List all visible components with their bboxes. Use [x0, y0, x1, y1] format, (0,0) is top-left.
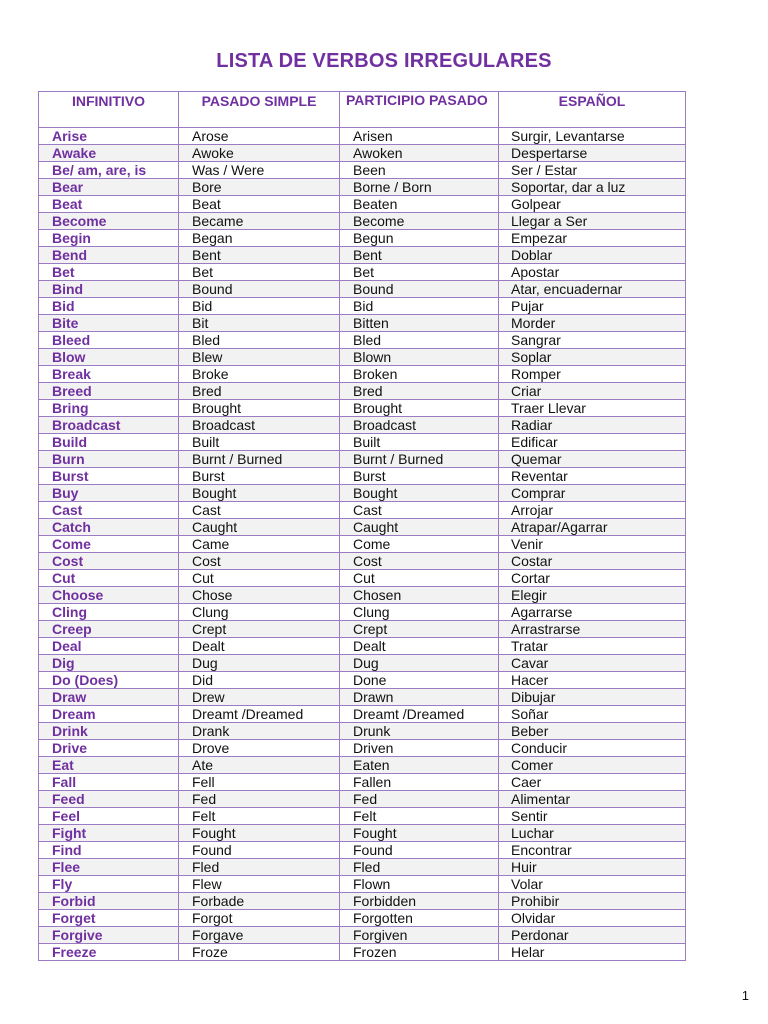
cell-espanol: Caer: [499, 774, 686, 791]
cell-participio-pasado: Broadcast: [340, 417, 499, 434]
cell-participio-pasado: Forgiven: [340, 927, 499, 944]
table-row: [39, 519, 686, 536]
cell-espanol: Cavar: [499, 655, 686, 672]
cell-espanol: Sangrar: [499, 332, 686, 349]
cell-participio-pasado: Cast: [340, 502, 499, 519]
table-row: [39, 553, 686, 570]
cell-espanol: Comprar: [499, 485, 686, 502]
cell-infinitivo: Be/ am, are, is: [39, 162, 179, 179]
table-row: [39, 179, 686, 196]
cell-infinitivo: Feed: [39, 791, 179, 808]
cell-participio-pasado: Bought: [340, 485, 499, 502]
cell-espanol: Comer: [499, 757, 686, 774]
cell-espanol: Costar: [499, 553, 686, 570]
cell-espanol: Romper: [499, 366, 686, 383]
cell-participio-pasado: Forbidden: [340, 893, 499, 910]
header-infinitivo: INFINITIVO: [39, 92, 179, 128]
cell-pasado-simple: Felt: [179, 808, 340, 825]
cell-participio-pasado: Dug: [340, 655, 499, 672]
cell-participio-pasado: Done: [340, 672, 499, 689]
cell-espanol: Agarrarse: [499, 604, 686, 621]
cell-pasado-simple: Became: [179, 213, 340, 230]
cell-participio-pasado: Bet: [340, 264, 499, 281]
cell-pasado-simple: Dealt: [179, 638, 340, 655]
cell-infinitivo: Eat: [39, 757, 179, 774]
cell-participio-pasado: Brought: [340, 400, 499, 417]
cell-espanol: Soportar, dar a luz: [499, 179, 686, 196]
table-row: [39, 604, 686, 621]
table-row: [39, 774, 686, 791]
cell-participio-pasado: Flown: [340, 876, 499, 893]
cell-pasado-simple: Burnt / Burned: [179, 451, 340, 468]
cell-espanol: Reventar: [499, 468, 686, 485]
cell-pasado-simple: Brought: [179, 400, 340, 417]
cell-infinitivo: Burst: [39, 468, 179, 485]
cell-infinitivo: Beat: [39, 196, 179, 213]
cell-participio-pasado: Clung: [340, 604, 499, 621]
cell-participio-pasado: Found: [340, 842, 499, 859]
table-row: [39, 366, 686, 383]
page-title: LISTA DE VERBOS IRREGULARES: [216, 50, 552, 72]
cell-participio-pasado: Fed: [340, 791, 499, 808]
cell-espanol: Beber: [499, 723, 686, 740]
cell-pasado-simple: Forgot: [179, 910, 340, 927]
table-row: [39, 808, 686, 825]
cell-pasado-simple: Beat: [179, 196, 340, 213]
cell-espanol: Cortar: [499, 570, 686, 587]
cell-participio-pasado: Caught: [340, 519, 499, 536]
cell-infinitivo: Come: [39, 536, 179, 553]
cell-espanol: Traer Llevar: [499, 400, 686, 417]
cell-pasado-simple: Fled: [179, 859, 340, 876]
table-row: [39, 298, 686, 315]
cell-espanol: Surgir, Levantarse: [499, 128, 686, 145]
cell-infinitivo: Forget: [39, 910, 179, 927]
cell-participio-pasado: Fallen: [340, 774, 499, 791]
cell-espanol: Helar: [499, 944, 686, 961]
cell-participio-pasado: Fled: [340, 859, 499, 876]
cell-pasado-simple: Bent: [179, 247, 340, 264]
cell-pasado-simple: Dug: [179, 655, 340, 672]
cell-participio-pasado: Frozen: [340, 944, 499, 961]
header-participio-pasado: PARTICIPIO PASADO: [340, 92, 499, 128]
cell-participio-pasado: Cost: [340, 553, 499, 570]
table-row: [39, 468, 686, 485]
cell-infinitivo: Broadcast: [39, 417, 179, 434]
cell-participio-pasado: Begun: [340, 230, 499, 247]
table-row: [39, 400, 686, 417]
table-row: [39, 383, 686, 400]
cell-espanol: Doblar: [499, 247, 686, 264]
table-row: [39, 944, 686, 961]
cell-participio-pasado: Chosen: [340, 587, 499, 604]
cell-pasado-simple: Drank: [179, 723, 340, 740]
cell-espanol: Venir: [499, 536, 686, 553]
cell-pasado-simple: Flew: [179, 876, 340, 893]
cell-espanol: Prohibir: [499, 893, 686, 910]
cell-espanol: Tratar: [499, 638, 686, 655]
cell-pasado-simple: Bit: [179, 315, 340, 332]
table-row: [39, 689, 686, 706]
cell-participio-pasado: Forgotten: [340, 910, 499, 927]
cell-pasado-simple: Began: [179, 230, 340, 247]
cell-infinitivo: Choose: [39, 587, 179, 604]
cell-espanol: Perdonar: [499, 927, 686, 944]
cell-espanol: Morder: [499, 315, 686, 332]
cell-espanol: Criar: [499, 383, 686, 400]
cell-pasado-simple: Bought: [179, 485, 340, 502]
cell-pasado-simple: Dreamt /Dreamed: [179, 706, 340, 723]
cell-participio-pasado: Driven: [340, 740, 499, 757]
cell-participio-pasado: Burnt / Burned: [340, 451, 499, 468]
cell-participio-pasado: Broken: [340, 366, 499, 383]
cell-espanol: Quemar: [499, 451, 686, 468]
cell-pasado-simple: Fed: [179, 791, 340, 808]
cell-infinitivo: Freeze: [39, 944, 179, 961]
cell-espanol: Sentir: [499, 808, 686, 825]
table-row: [39, 927, 686, 944]
cell-espanol: Soñar: [499, 706, 686, 723]
cell-espanol: Alimentar: [499, 791, 686, 808]
page-number: 1: [741, 988, 749, 1003]
cell-infinitivo: Cast: [39, 502, 179, 519]
cell-participio-pasado: Beaten: [340, 196, 499, 213]
cell-espanol: Apostar: [499, 264, 686, 281]
cell-espanol: Llegar a Ser: [499, 213, 686, 230]
table-row: [39, 706, 686, 723]
cell-infinitivo: Deal: [39, 638, 179, 655]
cell-infinitivo: Bleed: [39, 332, 179, 349]
cell-infinitivo: Bite: [39, 315, 179, 332]
cell-espanol: Empezar: [499, 230, 686, 247]
cell-espanol: Golpear: [499, 196, 686, 213]
cell-espanol: Volar: [499, 876, 686, 893]
cell-espanol: Atrapar/Agarrar: [499, 519, 686, 536]
cell-pasado-simple: Found: [179, 842, 340, 859]
cell-pasado-simple: Bled: [179, 332, 340, 349]
header-pasado-simple: PASADO SIMPLE: [179, 92, 340, 128]
table-row: [39, 213, 686, 230]
cell-participio-pasado: Felt: [340, 808, 499, 825]
table-row: [39, 417, 686, 434]
table-row: [39, 332, 686, 349]
cell-infinitivo: Bind: [39, 281, 179, 298]
cell-participio-pasado: Cut: [340, 570, 499, 587]
cell-pasado-simple: Cast: [179, 502, 340, 519]
cell-infinitivo: Begin: [39, 230, 179, 247]
cell-participio-pasado: Awoken: [340, 145, 499, 162]
cell-participio-pasado: Bitten: [340, 315, 499, 332]
cell-participio-pasado: Bred: [340, 383, 499, 400]
cell-infinitivo: Blow: [39, 349, 179, 366]
cell-infinitivo: Awake: [39, 145, 179, 162]
cell-participio-pasado: Been: [340, 162, 499, 179]
cell-pasado-simple: Forgave: [179, 927, 340, 944]
table-row: [39, 570, 686, 587]
cell-pasado-simple: Bid: [179, 298, 340, 315]
cell-infinitivo: Cost: [39, 553, 179, 570]
cell-pasado-simple: Did: [179, 672, 340, 689]
cell-participio-pasado: Burst: [340, 468, 499, 485]
table-row: [39, 502, 686, 519]
cell-pasado-simple: Blew: [179, 349, 340, 366]
table-row: [39, 876, 686, 893]
cell-infinitivo: Bet: [39, 264, 179, 281]
table-row: [39, 910, 686, 927]
cell-infinitivo: Bid: [39, 298, 179, 315]
cell-pasado-simple: Came: [179, 536, 340, 553]
cell-infinitivo: Drink: [39, 723, 179, 740]
cell-participio-pasado: Drunk: [340, 723, 499, 740]
cell-espanol: Ser / Estar: [499, 162, 686, 179]
cell-espanol: Pujar: [499, 298, 686, 315]
cell-pasado-simple: Awoke: [179, 145, 340, 162]
cell-participio-pasado: Built: [340, 434, 499, 451]
table-row: [39, 230, 686, 247]
table-row: [39, 791, 686, 808]
cell-pasado-simple: Bet: [179, 264, 340, 281]
cell-pasado-simple: Built: [179, 434, 340, 451]
cell-infinitivo: Feel: [39, 808, 179, 825]
cell-pasado-simple: Fought: [179, 825, 340, 842]
cell-espanol: Edificar: [499, 434, 686, 451]
cell-participio-pasado: Blown: [340, 349, 499, 366]
cell-pasado-simple: Broke: [179, 366, 340, 383]
cell-pasado-simple: Caught: [179, 519, 340, 536]
cell-infinitivo: Forgive: [39, 927, 179, 944]
cell-infinitivo: Fall: [39, 774, 179, 791]
cell-espanol: Olvidar: [499, 910, 686, 927]
cell-infinitivo: Fight: [39, 825, 179, 842]
table-row: [39, 196, 686, 213]
verbs-table: [38, 91, 686, 961]
cell-espanol: Encontrar: [499, 842, 686, 859]
table-row: [39, 485, 686, 502]
cell-espanol: Elegir: [499, 587, 686, 604]
table-row: [39, 315, 686, 332]
table-row: [39, 128, 686, 145]
cell-pasado-simple: Drove: [179, 740, 340, 757]
cell-pasado-simple: Bred: [179, 383, 340, 400]
table-row: [39, 672, 686, 689]
cell-espanol: Atar, encuadernar: [499, 281, 686, 298]
cell-espanol: Radiar: [499, 417, 686, 434]
cell-infinitivo: Draw: [39, 689, 179, 706]
cell-espanol: Huir: [499, 859, 686, 876]
cell-pasado-simple: Crept: [179, 621, 340, 638]
cell-espanol: Soplar: [499, 349, 686, 366]
cell-participio-pasado: Bled: [340, 332, 499, 349]
cell-pasado-simple: Bound: [179, 281, 340, 298]
cell-espanol: Arrojar: [499, 502, 686, 519]
table-row: [39, 740, 686, 757]
cell-pasado-simple: Burst: [179, 468, 340, 485]
cell-participio-pasado: Dealt: [340, 638, 499, 655]
cell-participio-pasado: Fought: [340, 825, 499, 842]
cell-pasado-simple: Was / Were: [179, 162, 340, 179]
cell-pasado-simple: Chose: [179, 587, 340, 604]
table-row: [39, 281, 686, 298]
cell-infinitivo: Arise: [39, 128, 179, 145]
cell-infinitivo: Breed: [39, 383, 179, 400]
cell-infinitivo: Bring: [39, 400, 179, 417]
cell-pasado-simple: Froze: [179, 944, 340, 961]
cell-infinitivo: Cling: [39, 604, 179, 621]
table-row: [39, 723, 686, 740]
cell-infinitivo: Flee: [39, 859, 179, 876]
cell-infinitivo: Fly: [39, 876, 179, 893]
cell-pasado-simple: Cost: [179, 553, 340, 570]
cell-pasado-simple: Bore: [179, 179, 340, 196]
table-row: [39, 859, 686, 876]
cell-infinitivo: Dig: [39, 655, 179, 672]
cell-pasado-simple: Cut: [179, 570, 340, 587]
table-row: [39, 893, 686, 910]
cell-infinitivo: Do (Does): [39, 672, 179, 689]
header-espanol: ESPAÑOL: [499, 92, 686, 128]
cell-espanol: Conducir: [499, 740, 686, 757]
cell-infinitivo: Become: [39, 213, 179, 230]
cell-infinitivo: Cut: [39, 570, 179, 587]
cell-infinitivo: Drive: [39, 740, 179, 757]
cell-participio-pasado: Bound: [340, 281, 499, 298]
cell-participio-pasado: Drawn: [340, 689, 499, 706]
cell-infinitivo: Creep: [39, 621, 179, 638]
cell-infinitivo: Find: [39, 842, 179, 859]
cell-infinitivo: Catch: [39, 519, 179, 536]
cell-pasado-simple: Fell: [179, 774, 340, 791]
cell-infinitivo: Forbid: [39, 893, 179, 910]
table-row: [39, 247, 686, 264]
table-row: [39, 825, 686, 842]
table-row: [39, 536, 686, 553]
cell-espanol: Hacer: [499, 672, 686, 689]
cell-pasado-simple: Arose: [179, 128, 340, 145]
cell-participio-pasado: Arisen: [340, 128, 499, 145]
cell-espanol: Luchar: [499, 825, 686, 842]
table-row: [39, 621, 686, 638]
table-row: [39, 842, 686, 859]
cell-participio-pasado: Crept: [340, 621, 499, 638]
table-row: [39, 349, 686, 366]
cell-participio-pasado: Become: [340, 213, 499, 230]
cell-infinitivo: Bend: [39, 247, 179, 264]
cell-pasado-simple: Clung: [179, 604, 340, 621]
cell-participio-pasado: Come: [340, 536, 499, 553]
cell-participio-pasado: Bent: [340, 247, 499, 264]
cell-infinitivo: Build: [39, 434, 179, 451]
cell-infinitivo: Burn: [39, 451, 179, 468]
cell-espanol: Despertarse: [499, 145, 686, 162]
cell-infinitivo: Break: [39, 366, 179, 383]
cell-infinitivo: Bear: [39, 179, 179, 196]
cell-pasado-simple: Drew: [179, 689, 340, 706]
cell-infinitivo: Buy: [39, 485, 179, 502]
cell-participio-pasado: Eaten: [340, 757, 499, 774]
cell-participio-pasado: Dreamt /Dreamed: [340, 706, 499, 723]
table-row: [39, 145, 686, 162]
cell-participio-pasado: Bid: [340, 298, 499, 315]
table-row: [39, 655, 686, 672]
table-row: [39, 434, 686, 451]
table-row: [39, 638, 686, 655]
table-row: [39, 162, 686, 179]
table-row: [39, 451, 686, 468]
table-row: [39, 757, 686, 774]
cell-pasado-simple: Broadcast: [179, 417, 340, 434]
cell-participio-pasado: Borne / Born: [340, 179, 499, 196]
cell-pasado-simple: Forbade: [179, 893, 340, 910]
cell-infinitivo: Dream: [39, 706, 179, 723]
table-header-row: [39, 92, 686, 128]
table-row: [39, 587, 686, 604]
cell-espanol: Dibujar: [499, 689, 686, 706]
cell-pasado-simple: Ate: [179, 757, 340, 774]
table-row: [39, 264, 686, 281]
cell-espanol: Arrastrarse: [499, 621, 686, 638]
